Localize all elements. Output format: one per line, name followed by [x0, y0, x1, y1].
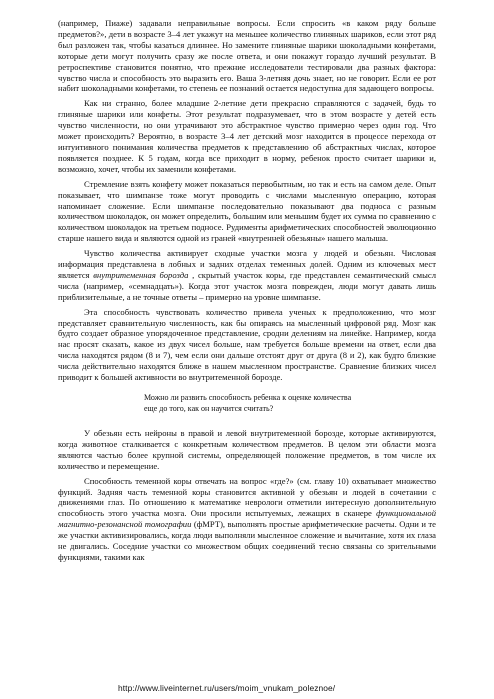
- paragraph-7: [58, 476, 436, 563]
- footer-url[interactable]: http://www.liveinternet.ru/users/moim_vnukam_poleznoe/: [118, 683, 336, 693]
- paragraph-5: Эта способность чувствовать количество привела ученых к предположению, что мозг представляет сравнительную численность, как бы опираясь на мысленный цифровой ряд. Мозг как будто создает образное упорядоченное представление, сродни делениям на линейке. Например, когда нас просят сказать, какое из двух чисел больше, нам требуется больше времени на ответ, если два числа находятся рядом (8 и 7), чем если они дальше отстоят друг от друга (8 и 2), как будто близкие числа действительно находятся ближе в нашем мысленном пространстве. Сравнение близких чисел приводит к большей активности во внутритеменной борозде.: [58, 306, 436, 383]
- paragraph-4: [58, 248, 436, 303]
- paragraph-1: (например, Пиаже) задавали неправильные вопросы. Если спросить «в каком ряду больше предметов?», дети в возрасте 3–4 лет укажут на меньшее количество глиняных шариков, если этот ряд был разложен так, чтобы казаться длиннее. Но замените глиняные шарики шоколадными конфетами, которые дети могут получить сразу же после ответа, и они покажут гораздо лучший результат. В ретроспективе становится понятно, что прежние исследователи тестировали два разных фактора: чувство числа и способность это выразить его. Ваша 3-летняя дочь знает, но не говорит. Если ее рот набит шоколадными конфетами, то степень ее познаний остается недоступна для задающего вопросы.: [58, 18, 436, 94]
- paragraph-3: Стремление взять конфету может показаться первобытным, но так и есть на самом деле. Опыт показывает, что шимпанзе тоже могут проводить с числами мысленную операцию, которая напоминает сложение. Если шимпанзе последовательно показывают два подноса с разным количеством шоколадок, он может определить, большим или меньшим будет их сумма по сравнению с количеством шоколадок на третьем подносе. Рудименты арифметических способностей эволюционно старше нашего вида и являются одной из граней «внутренней обезьяны» нашего малыша.: [58, 178, 436, 244]
- paragraph-4-text-a: Чувство количества активирует сходные участки мозга у людей и обезьян. Числовая информация представлена в лобных и задних отделах теменных долей. Одним из ключевых мест является: [58, 248, 436, 280]
- paragraph-7-term: функциональной магнитно-резонансной томографии: [58, 508, 436, 530]
- sidebar-question: Можно ли развить способность ребенка к оценке количества еще до того, как он научится считать?: [144, 393, 352, 413]
- paragraph-2: Как ни странно, более младшие 2-летние дети прекрасно справляются с задачей, будь то глиняные шарики или конфеты. Этот результат подразумевает, что в этом возрасте у детей есть чувство численности, но они утрачивают это абстрактное чувство примерно через один год. Что может происходить? Вероятно, в возрасте 3–4 лет детский мозг находится в процессе перехода от интуитивного понимания количества предметов к представлению об абстрактных числах, которое появляется позднее. К 5 годам, когда все приходит в норму, ребенок просто считает шарики и, возможно, хочет, чтобы их заменили конфетами.: [58, 98, 436, 174]
- paragraph-6: У обезьян есть нейроны в правой и левой внутритеменной борозде, которые активируются, когда животное сталкивается с конкретным количеством предметов. В целом эти области мозга являются частью более крупной системы, определяющей положение предметов, в том числе их количество и перемещение.: [58, 428, 436, 471]
- paragraph-7-text-b: (фМРТ), выполнять простые арифметические расчеты. Одни и те же участки активизировались, когда люди выполняли мысленное сложение и вычитание, хотя их глаза не двигались. Соседние участки со множеством общих соединений тесно связаны со зрительными функциями, такими как: [58, 519, 436, 562]
- paragraph-7-text-a: Способность теменной коры отвечать на вопрос «где?» (см. главу 10) охватывает множество функций. Задняя часть теменной коры становится активной у обезьян и людей в сочетании с движениями глаз. По отношению к математике неврологи отметили интересную дополнительную способность этого участка мозга. Они просили испытуемых, лежащих в сканере: [58, 475, 436, 519]
- paragraph-4-text-b: , скрытый участок коры, где представлен семантический смысл числа (например, «семнадцать»). Когда этот участок мозга поврежден, люди могут давать лишь приблизительные, а не точные ответы – примерно на уровне шимпанзе.: [58, 269, 436, 302]
- paragraph-4-term: внутритеменная борозда: [93, 269, 189, 280]
